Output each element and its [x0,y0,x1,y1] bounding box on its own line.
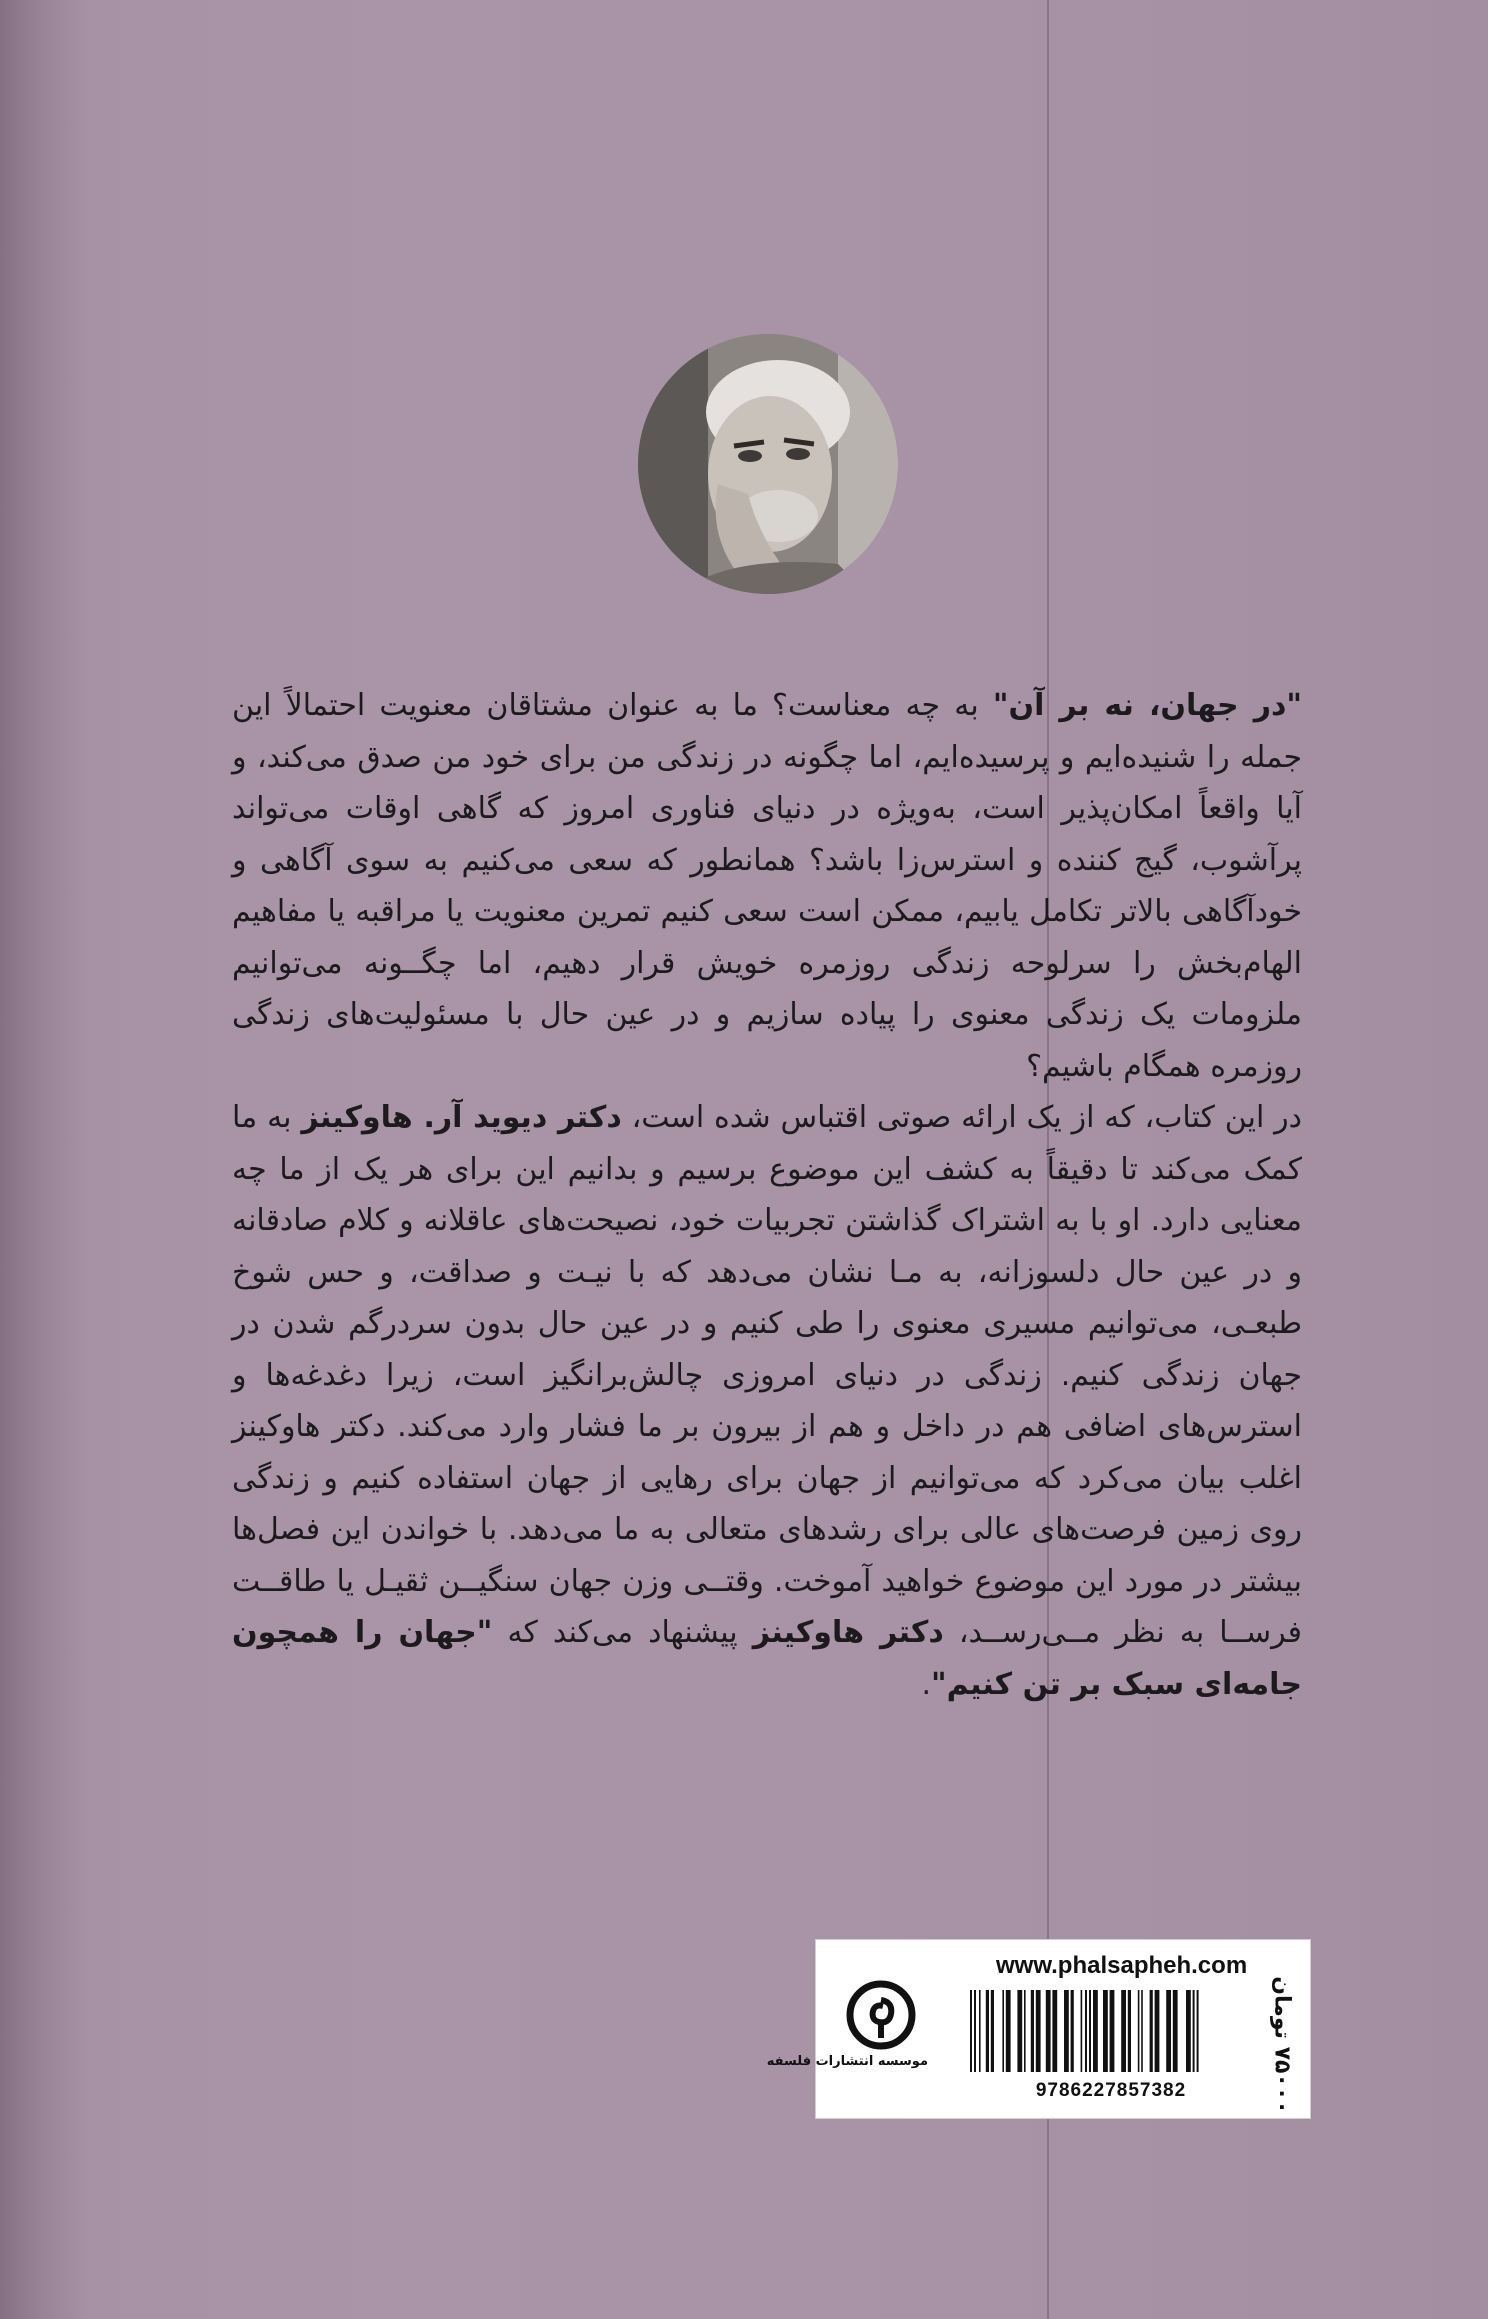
barcode-bar [1031,1990,1034,2072]
barcode-bar [1121,1990,1126,2072]
barcode-bar [1150,1990,1153,2072]
barcode-bar [1052,1990,1057,2072]
publisher-panel [766,1939,1311,2119]
blurb-paragraph-2-mid: پیشنهاد می‌کند که [492,1615,753,1650]
author-name: دکتر دیوید آر. هاوکینز [301,1100,622,1135]
price-label: ۷۵۰۰۰ تومان [1269,1976,1295,2114]
barcode-bar [1085,1990,1087,2072]
blurb-paragraph-1-text: به چه معناست؟ ما به عنوان مشتاقان معنویت احتمالاً این جمله را شنیده‌ایم و پرسیده‌ایم، اما چگونه در زندگی من برای خود من صدق می‌کند، و آیا واقعاً امکان‌پذیر است، به‌ویژه در دنیای فناوری امروز که گاهی اوقات می‌تواند پرآشوب، گیج کننده و استرس‌زا باشد؟ همانطور که سعی می‌کنیم به سوی آگاهی و خودآگاهی بالاتر تکامل یابیم، ممکن است سعی کنیم تمرین معنویت یا مراقبه یا مفاهیم الهام‌بخش را سرلوحه زندگی روزمره خویش قرار دهیم، اما چگــونه می‌توانیم ملزومات یک زندگی معنوی را پیاده سازیم و در عین حال با مسئولیت‌های زندگی روزمره همگام باشیم؟ [232,688,1302,1084]
barcode-bar [1006,1990,1011,2072]
barcode-bar [1197,1990,1199,2072]
isbn-barcode [966,1990,1256,2072]
author-photo-icon [638,334,898,594]
barcode-bar [1138,1990,1140,2072]
spine-shadow [0,0,90,2319]
blurb-paragraph-1 [232,680,1302,1092]
barcode-bar [1128,1990,1131,2072]
blurb-paragraph-2-end: . [921,1666,932,1702]
phalsapheh-logo-icon [846,1980,916,2050]
barcode-bar [1110,1990,1115,2072]
barcode-bar [1036,1990,1041,2072]
author-photo [638,334,898,594]
barcode-bar [1173,1990,1178,2072]
barcode-bar [1093,1990,1098,2072]
blurb-paragraph-2-start: در این کتاب، که از یک ارائه صوتی اقتباس شده است، [621,1100,1302,1135]
barcode-bar [1071,1990,1074,2072]
barcode-bar [1002,1990,1004,2072]
blurb-paragraph-2 [232,1092,1302,1710]
barcode-bar [1186,1990,1191,2072]
website-url: www.phalsapheh.com [996,1952,1248,1979]
barcode-bar [1017,1990,1022,2072]
barcode-bar [979,1990,981,2072]
barcode-bar [1103,1990,1108,2072]
publisher-logo [766,1980,928,2080]
barcode-bar [1024,1990,1026,2072]
barcode-bar [1155,1990,1160,2072]
barcode-bar [974,1990,976,2072]
closing-quote: "جهان را همچون جامه‌ای سبک بر تن کنیم" [232,1615,1302,1702]
author-name-2: دکتر هاوکینز [752,1615,944,1650]
barcode-bar [991,1990,994,2072]
isbn-number: 9786227857382 [1035,2080,1187,2101]
price-box [1262,1976,1302,2114]
barcode-bar [970,1990,972,2072]
barcode-bar [1081,1990,1083,2072]
barcode-bar [1141,1990,1143,2072]
barcode-bar [1089,1990,1091,2072]
barcode-bar [1046,1990,1051,2072]
blurb-paragraph-2-text: به ما کمک می‌کند تا دقیقاً به کشف این موضوع برسیم و بدانیم این برای هر یک از ما چه معنایی دارد. او با به اشتراک گذاشتن تجربیات خود، نصیحت‌های عاقلانه و کلام صادقانه و در عین حال دلسوزانه، به مـا نشان می‌دهد که با نیـت و صداقت، و حس شوخ طبعـی، می‌توانیم مسیری معنوی را طی کنیم و در عین حال بدون سردرگم شدن در جهان زندگی کنیم. زندگی در دنیای امروزی چالش‌برانگیز است، زیرا دغدغه‌ها و استرس‌های اضافی هم در داخل و هم از بیرون بر ما فشار وارد می‌کند. دکتر هاوکینز اغلب بیان می‌کرد که می‌توانیم از جهان برای رهایی از جهان استفاده کنیم و زندگی روی زمین فرصت‌های عالی برای رشدهای متعالی به ما می‌دهد. با خواندن این فصل‌ها بیشتر در مورد این موضوع خواهید آموخت. وقتــی وزن جهان سنگیــن ثقیـل یا طاقــت فرســا به نظر مــی‌رســد، [232,1100,1302,1650]
blurb-text [232,680,1302,1710]
barcode-bar [986,1990,989,2072]
publisher-name: موسسه انتشارات فلسفه [766,2054,928,2069]
blurb-title-quote: "در جهان، نه بر آن" [992,688,1302,723]
barcode-bar [1193,1990,1195,2072]
barcode-bar [1064,1990,1069,2072]
barcode-bar [1166,1990,1171,2072]
barcode-icon [966,1990,1256,2072]
